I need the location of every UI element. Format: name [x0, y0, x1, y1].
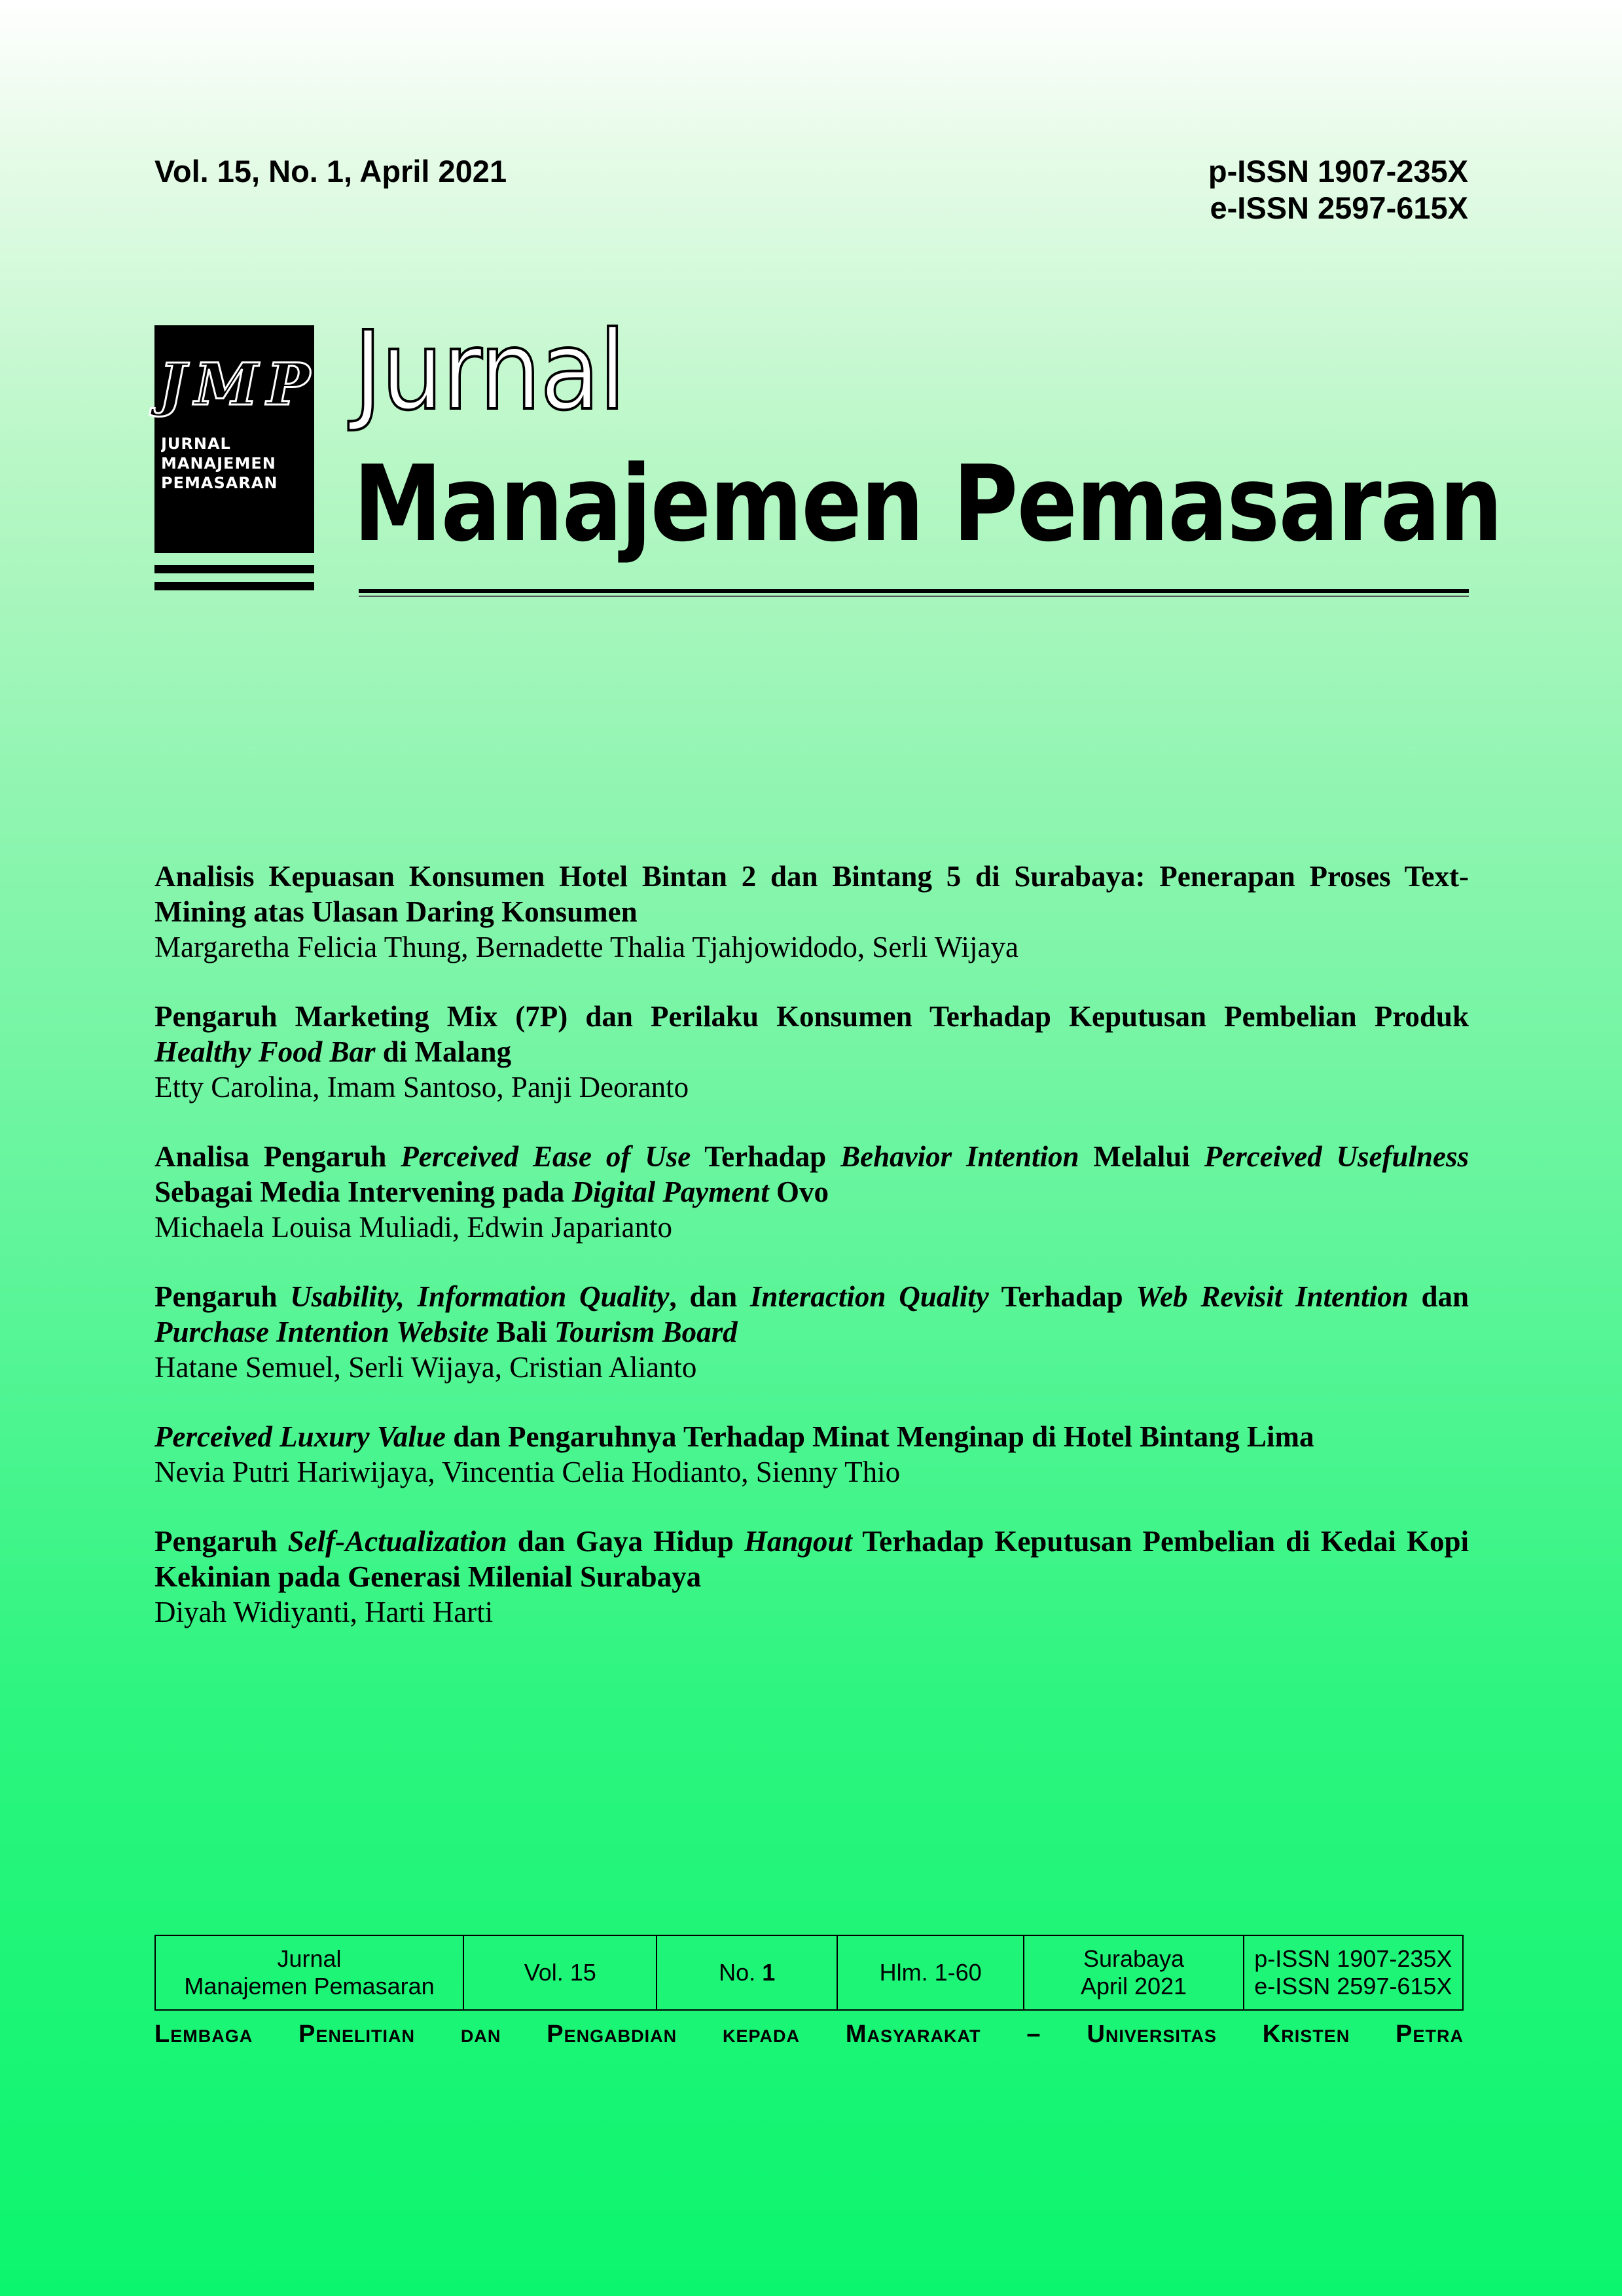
- article-title-part: Bali: [488, 1316, 554, 1348]
- article-entry: [154, 1524, 1469, 1630]
- info-p-issn: p-ISSN 1907-235X: [1254, 1945, 1452, 1972]
- info-e-issn: e-ISSN 2597-615X: [1254, 1973, 1452, 2000]
- article-title-part: , dan: [669, 1280, 750, 1313]
- article-authors: Etty Carolina, Imam Santoso, Panji Deoranto: [154, 1071, 689, 1103]
- info-number-cell: [657, 1936, 837, 2009]
- article-title-part: di Malang: [375, 1035, 512, 1068]
- p-issn: p-ISSN 1907-235X: [1208, 154, 1468, 188]
- logo-letters: [154, 351, 314, 417]
- article-title-part: Web Revisit Intention: [1136, 1280, 1409, 1313]
- info-date: April 2021: [1080, 1973, 1187, 2000]
- e-issn: e-ISSN 2597-615X: [1210, 190, 1468, 225]
- article-title-part: Analisa Pengaruh: [154, 1140, 401, 1173]
- masthead-jurnal: Jurnal: [353, 308, 625, 435]
- logo-letter: J: [158, 350, 187, 418]
- masthead-rule: [359, 589, 1469, 593]
- article-title-part: Interaction Quality: [749, 1280, 989, 1313]
- article-title-part: Purchase Intention Website: [154, 1316, 489, 1348]
- institution-line: Lembaga Penelitian dan Pengabdian kepada Masyarakat – Universitas Kristen Petra: [154, 2020, 1464, 2048]
- logo-line: JURNAL: [161, 435, 231, 452]
- logo-letter: P: [266, 350, 310, 418]
- logo-letter: M: [194, 350, 259, 418]
- article-authors: Margaretha Felicia Thung, Bernadette Thalia Tjahjowidodo, Serli Wijaya: [154, 931, 1018, 963]
- article-title-part: Pengaruh: [154, 1280, 291, 1313]
- info-journal-cell: [156, 1936, 464, 2009]
- article-title-part: Pengaruh Marketing Mix (7P) dan Perilaku Konsumen Terhadap Keputusan Pembelian Produk: [154, 1000, 1469, 1033]
- info-number-prefix: No.: [719, 1959, 763, 1986]
- table-of-contents: [154, 859, 1469, 1664]
- article-title-part: Healthy Food Bar: [154, 1035, 376, 1068]
- article-title-part: Sebagai Media Intervening pada: [154, 1175, 572, 1208]
- article-title: [154, 1139, 1469, 1210]
- info-issn-cell: [1244, 1936, 1462, 2009]
- info-pages: Hlm. 1-60: [879, 1959, 982, 1986]
- article-authors: Hatane Semuel, Serli Wijaya, Cristian Alianto: [154, 1351, 697, 1384]
- article-entry: [154, 1279, 1469, 1385]
- volume-line: Vol. 15, No. 1, April 2021: [154, 154, 507, 188]
- article-title-part: Perceived Luxury Value: [154, 1420, 446, 1453]
- info-volume: Vol. 15: [524, 1959, 596, 1986]
- article-title-part: Tourism Board: [554, 1316, 738, 1348]
- article-authors: Diyah Widiyanti, Harti Harti: [154, 1596, 494, 1628]
- info-city: Surabaya: [1083, 1945, 1185, 1972]
- article-title: [154, 859, 1469, 929]
- article-entry: [154, 1419, 1469, 1490]
- article-entry: [154, 859, 1469, 965]
- article-title-part: Self-Actualization: [287, 1525, 507, 1558]
- article-title: [154, 999, 1469, 1069]
- info-journal-line2: Manajemen Pemasaran: [184, 1973, 435, 2000]
- article-title: [154, 1419, 1469, 1454]
- logo-bar: [154, 565, 314, 573]
- info-journal-line1: Jurnal: [277, 1945, 342, 1972]
- article-title-part: Terhadap: [691, 1140, 841, 1173]
- masthead-rule-thin: [359, 596, 1469, 597]
- article-title-part: Behavior Intention: [840, 1140, 1079, 1173]
- article-entry: [154, 999, 1469, 1105]
- article-title-part: Ovo: [768, 1175, 829, 1208]
- issn-block: [1208, 153, 1468, 226]
- logo-bar: [154, 582, 314, 590]
- article-authors: Michaela Louisa Muliadi, Edwin Japarianto: [154, 1211, 673, 1244]
- info-pages-cell: [838, 1936, 1024, 2009]
- article-title-part: Perceived Ease of Use: [401, 1140, 691, 1173]
- article-title-part: Terhadap Keputusan Pembelian di Kedai Kopi Kekinian pada Generasi Milenial Surabaya: [154, 1525, 1469, 1593]
- info-place-cell: [1024, 1936, 1244, 2009]
- logo-line: MANAJEMEN: [161, 455, 276, 472]
- article-title: [154, 1524, 1469, 1594]
- article-title-part: dan Pengaruhnya Terhadap Minat Menginap di Hotel Bintang Lima: [445, 1420, 1314, 1453]
- article-title-part: Digital Payment: [571, 1175, 769, 1208]
- article-title: [154, 1279, 1469, 1350]
- masthead-title: Manajemen Pemasaran: [353, 442, 1502, 565]
- article-title-part: dan Gaya Hidup: [507, 1525, 744, 1558]
- article-title-part: Terhadap: [988, 1280, 1136, 1313]
- article-title-part: Perceived Usefulness: [1204, 1140, 1469, 1173]
- journal-info-table: [154, 1935, 1464, 2011]
- article-title-part: Hangout: [744, 1525, 852, 1558]
- article-title-part: dan: [1408, 1280, 1469, 1313]
- article-authors: Nevia Putri Hariwijaya, Vincentia Celia Hodianto, Sienny Thio: [154, 1456, 901, 1488]
- logo-line: PEMASARAN: [161, 475, 278, 492]
- article-title-part: Analisis Kepuasan Konsumen Hotel Bintan 2 dan Bintang 5 di Surabaya: Penerapan Proses Text-Mining atas Ulasan Daring Konsumen: [154, 860, 1469, 928]
- article-title-part: Pengaruh: [154, 1525, 288, 1558]
- info-number: 1: [762, 1959, 776, 1986]
- article-entry: [154, 1139, 1469, 1245]
- journal-logo: [154, 325, 314, 598]
- article-title-part: Melalui: [1079, 1140, 1204, 1173]
- info-volume-cell: [464, 1936, 657, 2009]
- article-title-part: Usability, Information Quality: [290, 1280, 670, 1313]
